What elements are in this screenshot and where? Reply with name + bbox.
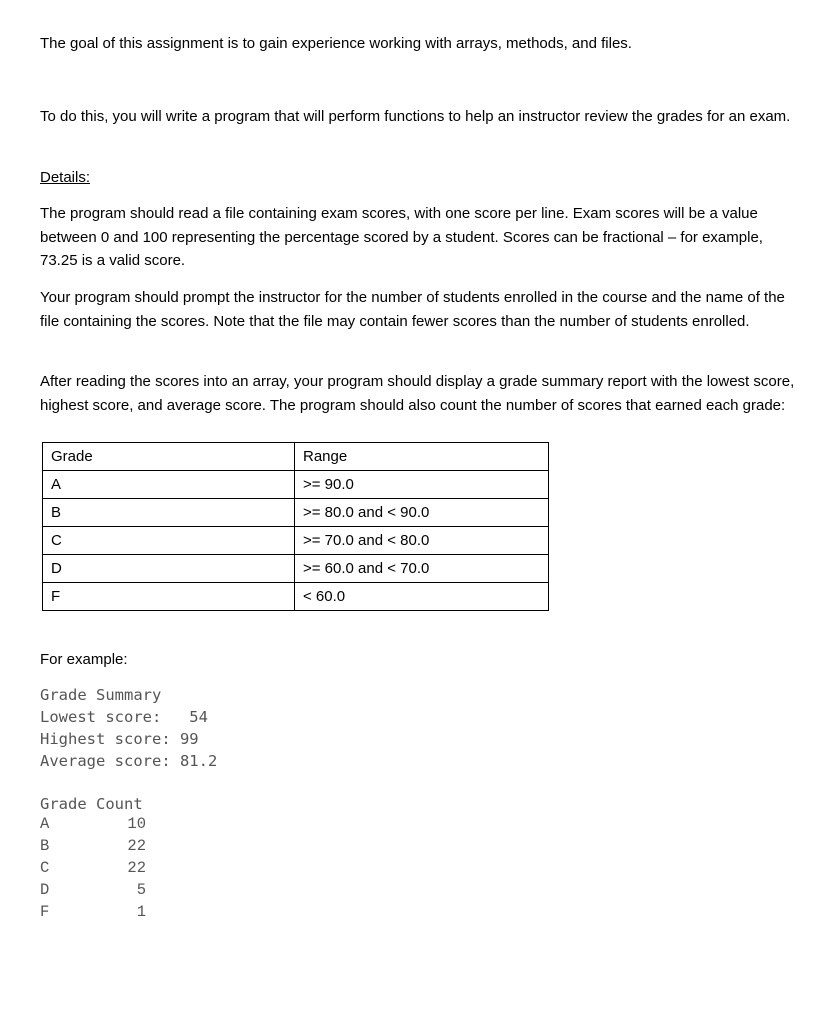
count-grade: B [40, 837, 50, 855]
grade-cell: C [43, 527, 295, 555]
count-value: 10 [127, 815, 146, 833]
paragraph-file-format: The program should read a file containing exam scores, with one score per line. Exam scores will be a value between 0 and 100 representing the percentage scored by a student. Scores can be fractional – for example, 73.25 is a valid score. [40, 205, 763, 269]
paragraph-prompt: Your program should prompt the instructor for the number of students enrolled in the course and the name of the file containing the scores. Note that the file may contain fewer scores than the number of students enrolled. [40, 289, 785, 330]
range-cell: >= 60.0 and < 70.0 [295, 555, 549, 583]
grade-cell: B [43, 499, 295, 527]
count-grade: D [40, 881, 50, 899]
header-grade: Grade [43, 443, 295, 471]
count-value: 5 [136, 881, 146, 899]
count-value: 22 [127, 837, 146, 855]
grade-range-table [42, 442, 549, 611]
task-text: To do this, you will write a program that will perform functions to help an instructor review the grades for an exam. [40, 108, 791, 125]
range-cell: < 60.0 [295, 583, 549, 611]
count-value: 1 [136, 903, 146, 921]
header-range: Range [295, 443, 549, 471]
table-row [43, 527, 549, 555]
example-label: For example: [40, 651, 128, 668]
count-grade: A [40, 815, 50, 833]
range-cell: >= 80.0 and < 90.0 [295, 499, 549, 527]
summary-highest: Highest score: 99 [40, 730, 199, 748]
count-grade: C [40, 859, 50, 877]
table-row [43, 555, 549, 583]
count-grade: F [40, 903, 50, 921]
summary-lowest: Lowest score: 54 [40, 708, 208, 726]
summary-title: Grade Summary [40, 686, 162, 704]
range-cell: >= 70.0 and < 80.0 [295, 527, 549, 555]
table-row [43, 499, 549, 527]
grade-cell: D [43, 555, 295, 583]
count-header: Grade Count [40, 795, 143, 813]
details-heading: Details: [40, 169, 91, 186]
table-row [43, 471, 549, 499]
table-row [43, 583, 549, 611]
count-value: 22 [127, 859, 146, 877]
range-cell: >= 90.0 [295, 471, 549, 499]
summary-average: Average score: 81.2 [40, 752, 218, 770]
table-header-row [43, 443, 549, 471]
paragraph-summary-report: After reading the scores into an array, your program should display a grade summary report with the lowest score, highest score, and average score. The program should also count the number of scores that earned each grade: [40, 373, 795, 414]
grade-cell: F [43, 583, 295, 611]
grade-cell: A [43, 471, 295, 499]
intro-text: The goal of this assignment is to gain experience working with arrays, methods, and files. [40, 35, 632, 52]
